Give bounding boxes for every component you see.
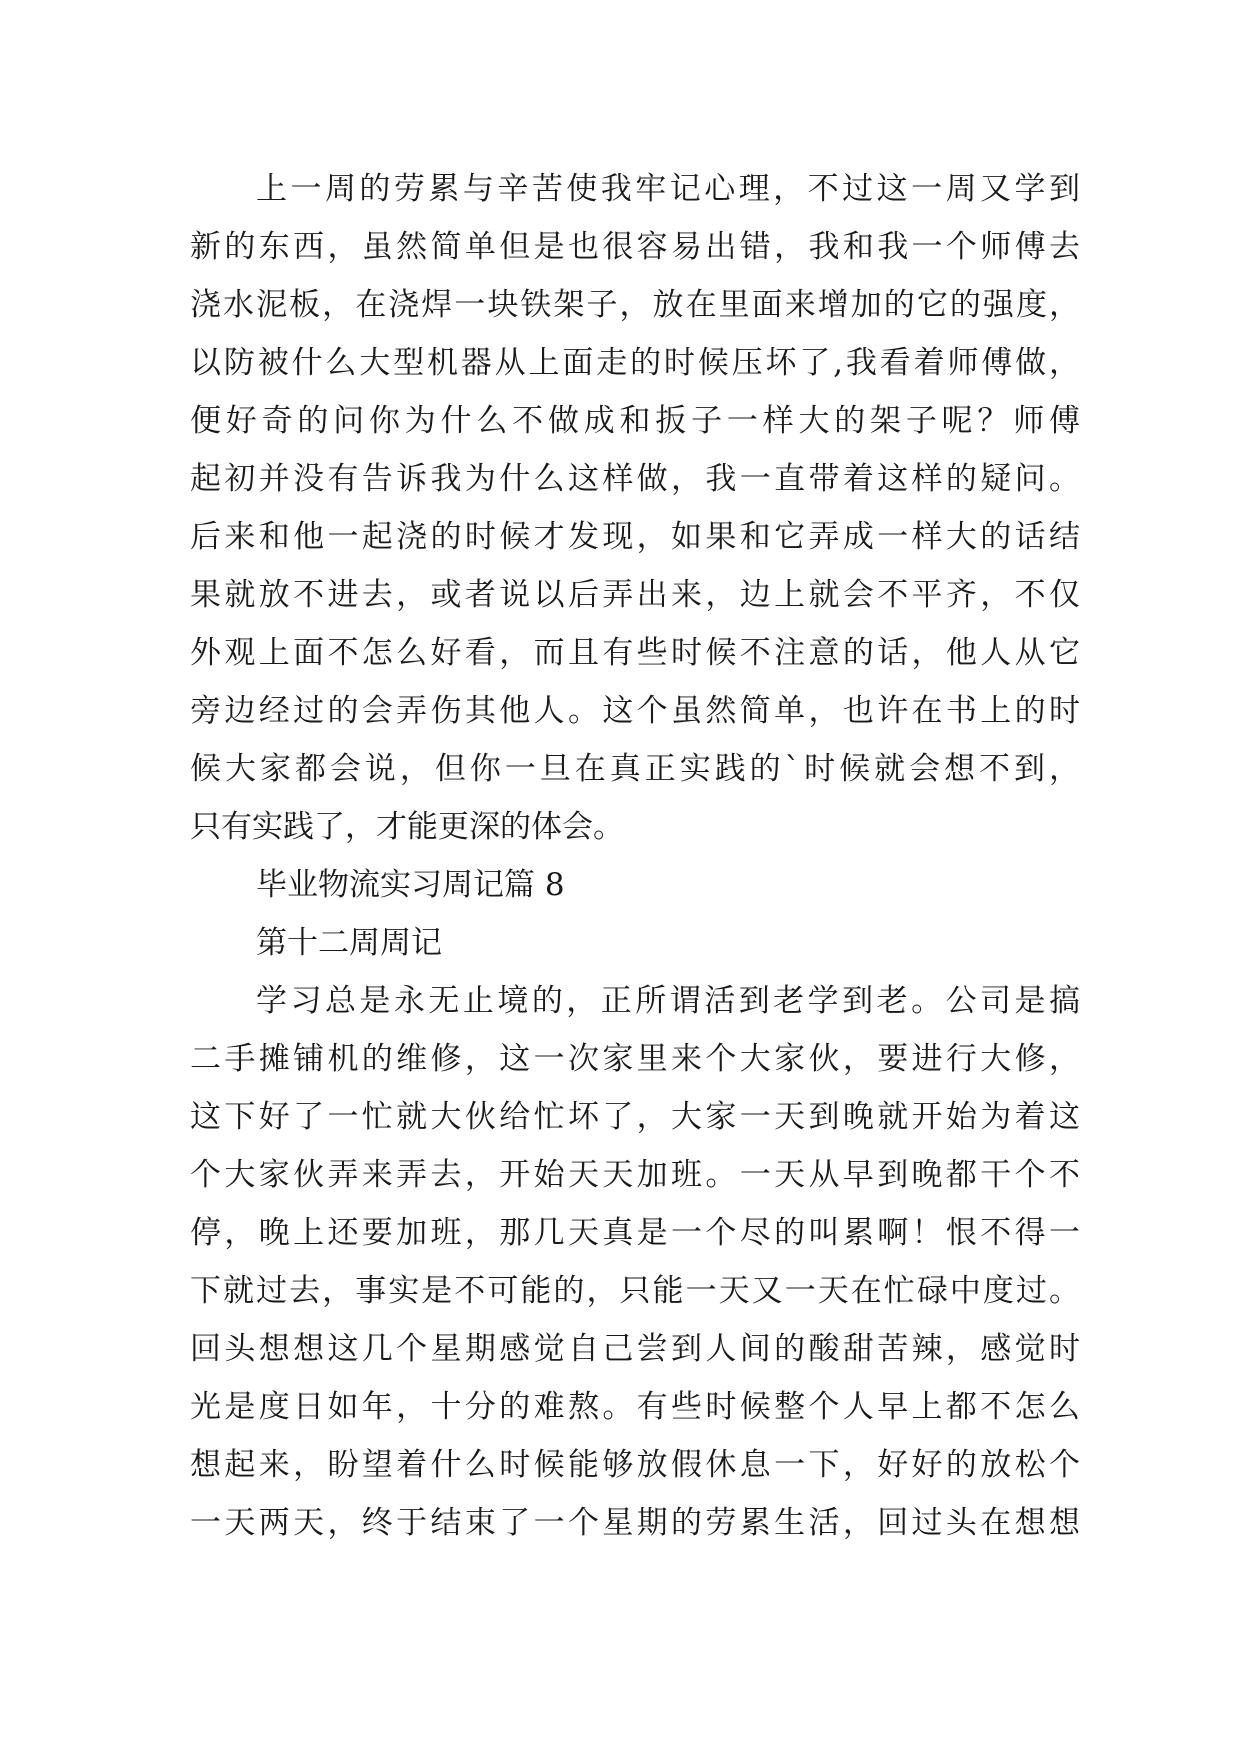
text-line: 想起来，盼望着什么时候能够放假休息一下，好好的放松个 bbox=[190, 1447, 1080, 1483]
text-line: 起初并没有告诉我为什么这样做，我一直带着这样的疑问。 bbox=[190, 461, 1080, 497]
text-line: 以防被什么大型机器从上面走的时候压坏了,我看着师傅做， bbox=[190, 345, 1080, 381]
text-line: 停，晚上还要加班，那几天真是一个尽的叫累啊！恨不得一 bbox=[190, 1215, 1080, 1251]
text-line: 只有实践了，才能更深的体会。 bbox=[190, 809, 624, 845]
text-line: 学习总是永无止境的，正所谓活到老学到老。公司是搞 bbox=[256, 983, 1080, 1019]
text-line: 浇水泥板，在浇焊一块铁架子，放在里面来增加的它的强度， bbox=[190, 287, 1080, 323]
text-line: 新的东西，虽然简单但是也很容易出错，我和我一个师傅去 bbox=[190, 229, 1080, 265]
text-line: 回头想想这几个星期感觉自己尝到人间的酸甜苦辣，感觉时 bbox=[190, 1331, 1080, 1367]
text-line: 便好奇的问你为什么不做成和扳子一样大的架子呢？师傅 bbox=[190, 403, 1080, 439]
text-line: 果就放不进去，或者说以后弄出来，边上就会不平齐，不仅 bbox=[190, 577, 1080, 613]
paragraph-2 bbox=[190, 972, 1080, 1552]
text-line: 后来和他一起浇的时候才发现，如果和它弄成一样大的话结 bbox=[190, 519, 1080, 555]
week-title: 第十二周周记 bbox=[256, 925, 442, 961]
paragraph-1 bbox=[190, 160, 1080, 856]
text-line: 这下好了一忙就大伙给忙坏了，大家一天到晚就开始为着这 bbox=[190, 1099, 1080, 1135]
section-title: 毕业物流实习周记篇 8 bbox=[256, 867, 565, 903]
text-line: 候大家都会说，但你一旦在真正实践的`时候就会想不到， bbox=[190, 751, 1080, 787]
text-line: 二手摊铺机的维修，这一次家里来个大家伙，要进行大修， bbox=[190, 1041, 1080, 1077]
text-line: 光是度日如年，十分的难熬。有些时候整个人早上都不怎么 bbox=[190, 1389, 1080, 1425]
text-line: 旁边经过的会弄伤其他人。这个虽然简单，也许在书上的时 bbox=[190, 693, 1080, 729]
document-body bbox=[190, 160, 1080, 1552]
text-line: 一天两天，终于结束了一个星期的劳累生活，回过头在想想 bbox=[190, 1505, 1080, 1541]
text-line: 下就过去，事实是不可能的，只能一天又一天在忙碌中度过。 bbox=[190, 1273, 1080, 1309]
text-line: 上一周的劳累与辛苦使我牢记心理，不过这一周又学到 bbox=[256, 171, 1080, 207]
text-line: 外观上面不怎么好看，而且有些时候不注意的话，他人从它 bbox=[190, 635, 1080, 671]
text-line: 个大家伙弄来弄去，开始天天加班。一天从早到晚都干个不 bbox=[190, 1157, 1080, 1193]
